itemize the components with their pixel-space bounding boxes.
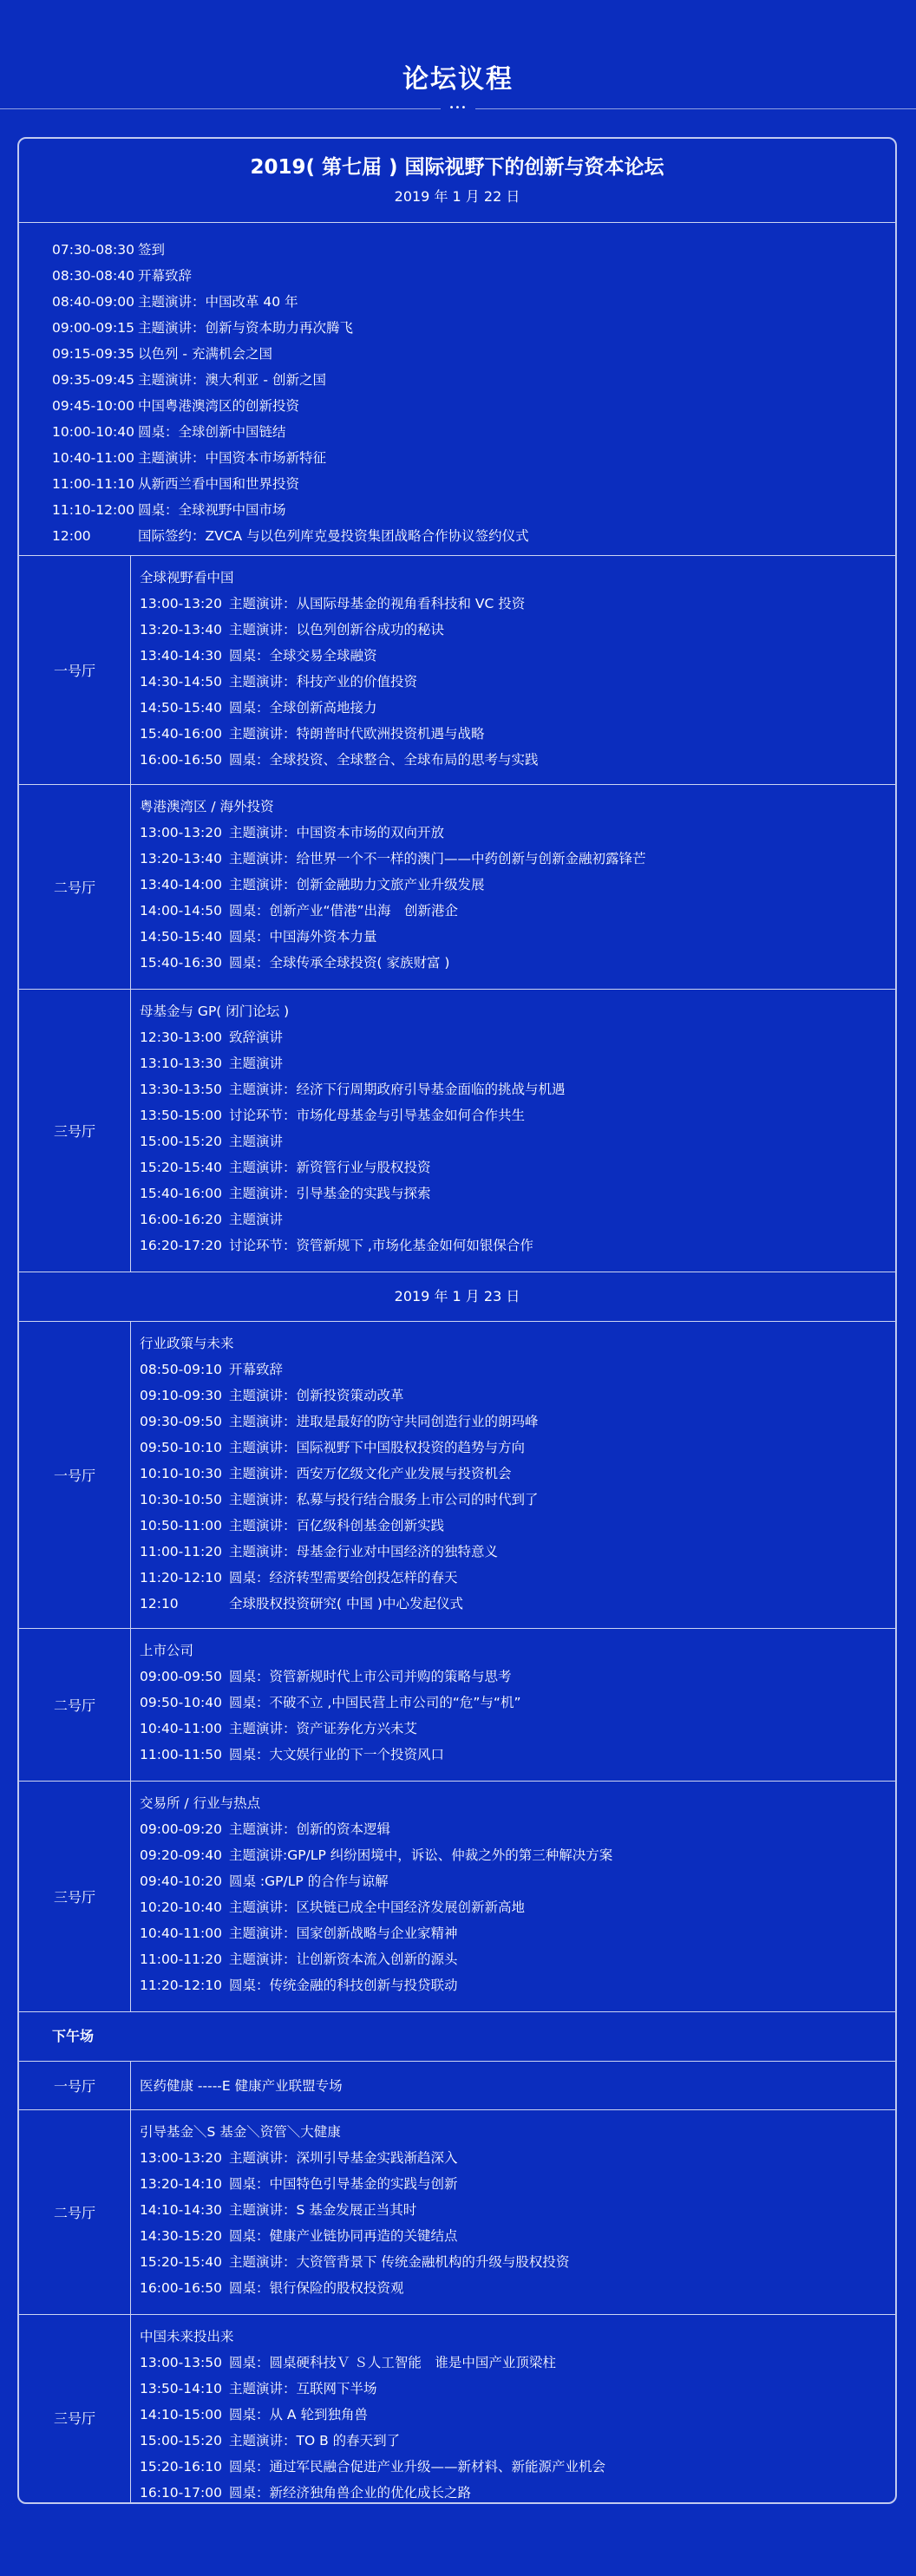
session-items (140, 1024, 895, 1259)
agenda-text: 主题演讲：从国际母基金的视角看科技和 VC 投资 (229, 596, 526, 611)
agenda-item (140, 1946, 895, 1972)
agenda-time: 09:45-10:00 (52, 398, 134, 414)
agenda-item (140, 1690, 895, 1716)
agenda-time: 14:30-15:20 (140, 2228, 222, 2244)
agenda-item (140, 1206, 895, 1232)
agenda-text: 圆桌：创新产业“借港”出海 创新港企 (229, 903, 459, 919)
agenda-time: 16:00-16:20 (140, 1212, 222, 1227)
session-body (131, 785, 895, 989)
agenda-card (17, 137, 897, 2504)
agenda-item (140, 820, 895, 846)
session-row (19, 1322, 895, 1629)
agenda-text: 圆桌：全球传承全球投资( 家族财富 ) (229, 955, 450, 971)
agenda-text: 圆桌：不破不立 ,中国民营上市公司的“危”与“机” (229, 1695, 521, 1710)
session-theme: 中国未来投出来 (140, 2329, 234, 2344)
forum-header (19, 139, 895, 223)
agenda-time: 13:50-15:00 (140, 1108, 222, 1123)
agenda-item (140, 1409, 895, 1435)
agenda-time: 14:00-14:50 (140, 903, 222, 919)
agenda-item (140, 1232, 895, 1259)
agenda-time: 10:40-11:00 (52, 450, 134, 466)
agenda-time: 09:30-09:50 (140, 1414, 222, 1429)
agenda-item (140, 898, 895, 924)
agenda-item (140, 1513, 895, 1539)
afternoon-hall1-row (19, 2062, 895, 2110)
agenda-item (140, 924, 895, 950)
agenda-item (140, 2350, 895, 2376)
agenda-text: 主题演讲：给世界一个不一样的澳门——中药创新与创新金融初露锋芒 (229, 851, 646, 866)
agenda-text: 圆桌：圆桌硬科技Ｖ Ｓ人工智能 谁是中国产业顶梁柱 (229, 2355, 556, 2370)
agenda-item (140, 1461, 895, 1487)
agenda-item (52, 419, 895, 445)
agenda-time: 11:10-12:00 (52, 502, 134, 518)
agenda-time: 11:00-11:20 (140, 1952, 222, 1967)
agenda-time: 15:20-15:40 (140, 1160, 222, 1175)
agenda-text: 主题演讲：中国资本市场的双向开放 (229, 825, 445, 840)
agenda-text: 开幕致辞 (138, 268, 193, 284)
agenda-item (52, 523, 895, 549)
opening-list (52, 237, 895, 549)
forum-date: 2019 年 1 月 22 日 (394, 188, 520, 205)
agenda-time: 13:00-13:20 (140, 825, 222, 840)
agenda-item (140, 643, 895, 669)
agenda-time: 16:10-17:00 (140, 2485, 222, 2501)
session-items (140, 2145, 895, 2301)
agenda-text: 圆桌：中国海外资本力量 (229, 929, 377, 945)
agenda-item (140, 1539, 895, 1565)
agenda-item (140, 1842, 895, 1868)
session-items (140, 1664, 895, 1768)
session-row (19, 556, 895, 785)
agenda-text: 国际签约：ZVCA 与以色列库克曼投资集团战略合作协议签约仪式 (138, 528, 529, 544)
agenda-item (140, 950, 895, 976)
agenda-time: 13:00-13:20 (140, 596, 222, 611)
agenda-item (52, 237, 895, 263)
agenda-text: 圆桌：资管新规时代上市公司并购的策略与思考 (229, 1669, 512, 1684)
agenda-text: 开幕致辞 (229, 1362, 284, 1377)
agenda-text: 主题演讲：让创新资本流入创新的源头 (229, 1952, 458, 1967)
agenda-item (140, 2428, 895, 2454)
agenda-item (52, 263, 895, 289)
agenda-item (140, 1868, 895, 1894)
agenda-item (140, 2402, 895, 2428)
agenda-text: 主题演讲：创新金融助力文旅产业升级发展 (229, 877, 485, 892)
agenda-item (140, 669, 895, 695)
agenda-text: 圆桌：全球创新中国链结 (138, 424, 286, 440)
agenda-item (140, 1050, 895, 1076)
agenda-item (140, 1894, 895, 1920)
agenda-text: 主题演讲：中国改革 40 年 (138, 294, 298, 310)
agenda-item (140, 2376, 895, 2402)
agenda-time: 09:00-09:50 (140, 1669, 222, 1684)
hall-label: 二号厅 (19, 1629, 131, 1781)
agenda-time: 10:40-11:00 (140, 1925, 222, 1941)
session-theme: 行业政策与未来 (140, 1336, 234, 1351)
agenda-text: 圆桌：全球视野中国市场 (138, 502, 286, 518)
agenda-item (52, 445, 895, 471)
agenda-item (52, 367, 895, 393)
agenda-item (52, 315, 895, 341)
agenda-text: 圆桌：中国特色引导基金的实践与创新 (229, 2176, 458, 2192)
hall-label: 二号厅 (19, 2110, 131, 2314)
agenda-text: 主题演讲：创新的资本逻辑 (229, 1821, 391, 1837)
agenda-text: 主题演讲：S 基金发展正当其时 (229, 2202, 417, 2218)
agenda-time: 13:10-13:30 (140, 1056, 222, 1071)
agenda-time: 12:00 (52, 528, 91, 544)
session-theme: 上市公司 (140, 1643, 194, 1658)
agenda-text: 圆桌：经济转型需要给创投怎样的春天 (229, 1570, 458, 1585)
agenda-time: 10:40-11:00 (140, 1721, 222, 1736)
afternoon-sessions (19, 2110, 895, 2504)
agenda-time: 09:50-10:40 (140, 1695, 222, 1710)
agenda-item (140, 872, 895, 898)
session-body (131, 1629, 895, 1781)
session-body (131, 1322, 895, 1628)
agenda-item (140, 1102, 895, 1128)
agenda-time: 14:50-15:40 (140, 929, 222, 945)
page-title: 论坛议程 (402, 64, 514, 95)
agenda-text: 讨论环节：资管新规下 ,市场化基金如何如银保合作 (229, 1238, 533, 1253)
agenda-time: 08:50-09:10 (140, 1362, 222, 1377)
agenda-text: 主题演讲：资产证券化方兴未艾 (229, 1721, 418, 1736)
agenda-text: 主题演讲:GP/LP 纠纷困境中，诉讼、仲裁之外的第三种解决方案 (229, 1847, 613, 1863)
session-items (140, 591, 895, 773)
agenda-text: 主题演讲：大资管背景下 传统金融机构的升级与股权投资 (229, 2254, 570, 2270)
agenda-time: 14:30-14:50 (140, 674, 222, 690)
agenda-item (140, 747, 895, 773)
agenda-item (140, 2480, 895, 2504)
agenda-item (52, 341, 895, 367)
agenda-text: 圆桌：银行保险的股权投资观 (229, 2280, 404, 2296)
agenda-time: 09:15-09:35 (52, 346, 134, 362)
session-theme: 交易所 / 行业与热点 (140, 1795, 261, 1811)
agenda-item (140, 695, 895, 721)
day2-sessions (19, 1322, 895, 2012)
agenda-text: 圆桌：全球创新高地接力 (229, 700, 377, 716)
agenda-time: 11:00-11:10 (52, 476, 134, 492)
agenda-item (140, 1435, 895, 1461)
agenda-item (140, 2275, 895, 2301)
agenda-time: 11:00-11:50 (140, 1747, 222, 1762)
agenda-time: 10:30-10:50 (140, 1492, 222, 1507)
session-items (140, 1816, 895, 1998)
agenda-item (140, 1664, 895, 1690)
agenda-item (140, 1920, 895, 1946)
agenda-text: 主题演讲：百亿级科创基金创新实践 (229, 1518, 445, 1533)
agenda-time: 09:20-09:40 (140, 1847, 222, 1863)
agenda-item (52, 289, 895, 315)
agenda-time: 11:20-12:10 (140, 1978, 222, 1993)
agenda-item (140, 1180, 895, 1206)
agenda-text: 主题演讲 (229, 1134, 284, 1149)
agenda-text: 主题演讲：引导基金的实践与探索 (229, 1186, 431, 1201)
agenda-item (140, 1076, 895, 1102)
session-body (131, 556, 895, 784)
agenda-text: 主题演讲：TO B 的春天到了 (229, 2433, 401, 2449)
session-row (19, 990, 895, 1272)
agenda-text: 以色列 - 充满机会之国 (138, 346, 272, 362)
agenda-text: 圆桌：传统金融的科技创新与投贷联动 (229, 1978, 458, 1993)
agenda-text: 圆桌：新经济独角兽企业的优化成长之路 (229, 2485, 472, 2501)
agenda-time: 13:00-13:20 (140, 2150, 222, 2166)
agenda-time: 13:20-13:40 (140, 851, 222, 866)
agenda-text: 主题演讲：进取是最好的防守共同创造行业的朗玛峰 (229, 1414, 539, 1429)
session-theme: 粤港澳湾区 / 海外投资 (140, 799, 274, 814)
session-items (140, 1357, 895, 1617)
agenda-text: 主题演讲：特朗普时代欧洲投资机遇与战略 (229, 726, 485, 742)
agenda-time: 09:10-09:30 (140, 1388, 222, 1403)
agenda-text: 主题演讲：互联网下半场 (229, 2381, 377, 2396)
agenda-item (140, 846, 895, 872)
agenda-time: 15:20-16:10 (140, 2459, 222, 2475)
agenda-time: 13:50-14:10 (140, 2381, 222, 2396)
agenda-text: 主题演讲：国家创新战略与企业家精神 (229, 1925, 458, 1941)
agenda-text: 圆桌：从 A 轮到独角兽 (229, 2407, 368, 2422)
agenda-text: 主题演讲：母基金行业对中国经济的独特意义 (229, 1544, 499, 1559)
session-items (140, 2350, 895, 2504)
agenda-text: 主题演讲：中国资本市场新特征 (138, 450, 327, 466)
hall-label: 二号厅 (19, 785, 131, 989)
agenda-item (140, 721, 895, 747)
agenda-time: 15:20-15:40 (140, 2254, 222, 2270)
agenda-item (140, 2197, 895, 2223)
agenda-time: 13:20-13:40 (140, 622, 222, 637)
agenda-time: 13:30-13:50 (140, 1082, 222, 1097)
agenda-item (140, 2249, 895, 2275)
day1-sessions (19, 556, 895, 1272)
agenda-time: 13:40-14:00 (140, 877, 222, 892)
agenda-time: 08:40-09:00 (52, 294, 134, 310)
session-body (131, 990, 895, 1272)
agenda-time: 09:35-09:45 (52, 372, 134, 388)
agenda-time: 08:30-08:40 (52, 268, 134, 284)
agenda-text: 主题演讲：以色列创新谷成功的秘诀 (229, 622, 445, 637)
agenda-time: 10:10-10:30 (140, 1466, 222, 1481)
session-theme: 医药健康 -----E 健康产业联盟专场 (140, 2077, 343, 2094)
agenda-item (140, 1487, 895, 1513)
session-row (19, 1782, 895, 2012)
agenda-text: 主题演讲：新资管行业与股权投资 (229, 1160, 431, 1175)
agenda-item (140, 1816, 895, 1842)
hall-label: 三号厅 (19, 1782, 131, 2011)
agenda-time: 12:10 (140, 1596, 179, 1612)
agenda-item (140, 1716, 895, 1742)
agenda-item (52, 471, 895, 497)
session-theme: 母基金与 GP( 闭门论坛 ) (140, 1004, 290, 1019)
session-row (19, 785, 895, 990)
session-theme: 全球视野看中国 (140, 570, 234, 585)
session-body (131, 2110, 895, 2314)
agenda-time: 13:20-14:10 (140, 2176, 222, 2192)
agenda-item (140, 1024, 895, 1050)
agenda-item (140, 2454, 895, 2480)
agenda-text: 主题演讲：私募与投行结合服务上市公司的时代到了 (229, 1492, 539, 1507)
agenda-time: 15:00-15:20 (140, 2433, 222, 2449)
agenda-time: 16:00-16:50 (140, 2280, 222, 2296)
agenda-time: 09:00-09:20 (140, 1821, 222, 1837)
agenda-time: 10:20-10:40 (140, 1899, 222, 1915)
agenda-item (140, 1591, 895, 1617)
agenda-item (140, 1357, 895, 1383)
agenda-text: 从新西兰看中国和世界投资 (138, 476, 300, 492)
day2-date: 2019 年 1 月 23 日 (19, 1272, 895, 1322)
agenda-time: 09:40-10:20 (140, 1873, 222, 1889)
hall-label: 一号厅 (19, 2062, 131, 2109)
agenda-time: 15:00-15:20 (140, 1134, 222, 1149)
agenda-text: 主题演讲：创新投资策动改革 (229, 1388, 404, 1403)
forum-title: 2019( 第七届 ) 国际视野下的创新与资本论坛 (250, 156, 664, 179)
agenda-item (140, 1383, 895, 1409)
agenda-item (140, 1128, 895, 1154)
agenda-text: 签到 (138, 242, 166, 258)
agenda-text: 主题演讲 (229, 1056, 284, 1071)
agenda-time: 13:00-13:50 (140, 2355, 222, 2370)
agenda-time: 07:30-08:30 (52, 242, 134, 258)
agenda-time: 16:20-17:20 (140, 1238, 222, 1253)
agenda-item (52, 393, 895, 419)
agenda-time: 11:20-12:10 (140, 1570, 222, 1585)
agenda-time: 16:00-16:50 (140, 752, 222, 768)
session-body (131, 2315, 895, 2504)
agenda-item (140, 1154, 895, 1180)
page-header (0, 0, 916, 130)
agenda-text: 致辞演讲 (229, 1030, 284, 1045)
agenda-text: 全球股权投资研究( 中国 )中心发起仪式 (229, 1596, 463, 1612)
agenda-text: 主题演讲 (229, 1212, 284, 1227)
agenda-item (140, 2145, 895, 2171)
agenda-text: 圆桌 :GP/LP 的合作与谅解 (229, 1873, 389, 1889)
agenda-text: 主题演讲：深圳引导基金实践渐趋深入 (229, 2150, 458, 2166)
agenda-time: 15:40-16:00 (140, 1186, 222, 1201)
session-items (140, 820, 895, 976)
session-row (19, 2315, 895, 2504)
agenda-text: 主题演讲：西安万亿级文化产业发展与投资机会 (229, 1466, 512, 1481)
agenda-time: 15:40-16:30 (140, 955, 222, 971)
hall-label: 三号厅 (19, 2315, 131, 2504)
agenda-item (140, 591, 895, 617)
agenda-text: 主题演讲：区块链已成全中国经济发展创新新高地 (229, 1899, 526, 1915)
agenda-time: 14:50-15:40 (140, 700, 222, 716)
agenda-item (140, 2223, 895, 2249)
agenda-time: 12:30-13:00 (140, 1030, 222, 1045)
agenda-time: 09:50-10:10 (140, 1440, 222, 1455)
agenda-text: 圆桌：全球交易全球融资 (229, 648, 377, 664)
hall-label: 一号厅 (19, 556, 131, 784)
agenda-text: 主题演讲：经济下行周期政府引导基金面临的挑战与机遇 (229, 1082, 566, 1097)
agenda-time: 11:00-11:20 (140, 1544, 222, 1559)
agenda-time: 14:10-15:00 (140, 2407, 222, 2422)
agenda-text: 主题演讲：创新与资本助力再次腾飞 (138, 320, 354, 336)
agenda-text: 圆桌：健康产业链协同再造的关键结点 (229, 2228, 458, 2244)
agenda-text: 中国粤港澳湾区的创新投资 (138, 398, 300, 414)
agenda-text: 圆桌：通过军民融合促进产业升级——新材料、新能源产业机会 (229, 2459, 606, 2475)
agenda-time: 15:40-16:00 (140, 726, 222, 742)
hall-label: 三号厅 (19, 990, 131, 1272)
agenda-time: 10:00-10:40 (52, 424, 134, 440)
agenda-item (52, 497, 895, 523)
session-body (131, 1782, 895, 2011)
agenda-text: 主题演讲：科技产业的价值投资 (229, 674, 418, 690)
agenda-item (140, 617, 895, 643)
hall-label: 一号厅 (19, 1322, 131, 1628)
title-dots: ••• (441, 103, 475, 114)
session-theme: 引导基金＼S 基金＼资管＼大健康 (140, 2124, 341, 2140)
agenda-item (140, 1972, 895, 1998)
agenda-text: 圆桌：全球投资、全球整合、全球布局的思考与实践 (229, 752, 539, 768)
agenda-text: 圆桌：大文娱行业的下一个投资风口 (229, 1747, 445, 1762)
opening-schedule (19, 223, 895, 556)
agenda-time: 14:10-14:30 (140, 2202, 222, 2218)
agenda-text: 主题演讲：澳大利亚 - 创新之国 (138, 372, 326, 388)
agenda-item (140, 1742, 895, 1768)
agenda-item (140, 2171, 895, 2197)
afternoon-label: 下午场 (19, 2012, 895, 2062)
agenda-text: 讨论环节：市场化母基金与引导基金如何合作共生 (229, 1108, 526, 1123)
agenda-time: 10:50-11:00 (140, 1518, 222, 1533)
agenda-time: 13:40-14:30 (140, 648, 222, 664)
session-row (19, 2110, 895, 2315)
agenda-time: 09:00-09:15 (52, 320, 134, 336)
session-row (19, 1629, 895, 1782)
agenda-text: 主题演讲：国际视野下中国股权投资的趋势与方向 (229, 1440, 526, 1455)
agenda-item (140, 1565, 895, 1591)
